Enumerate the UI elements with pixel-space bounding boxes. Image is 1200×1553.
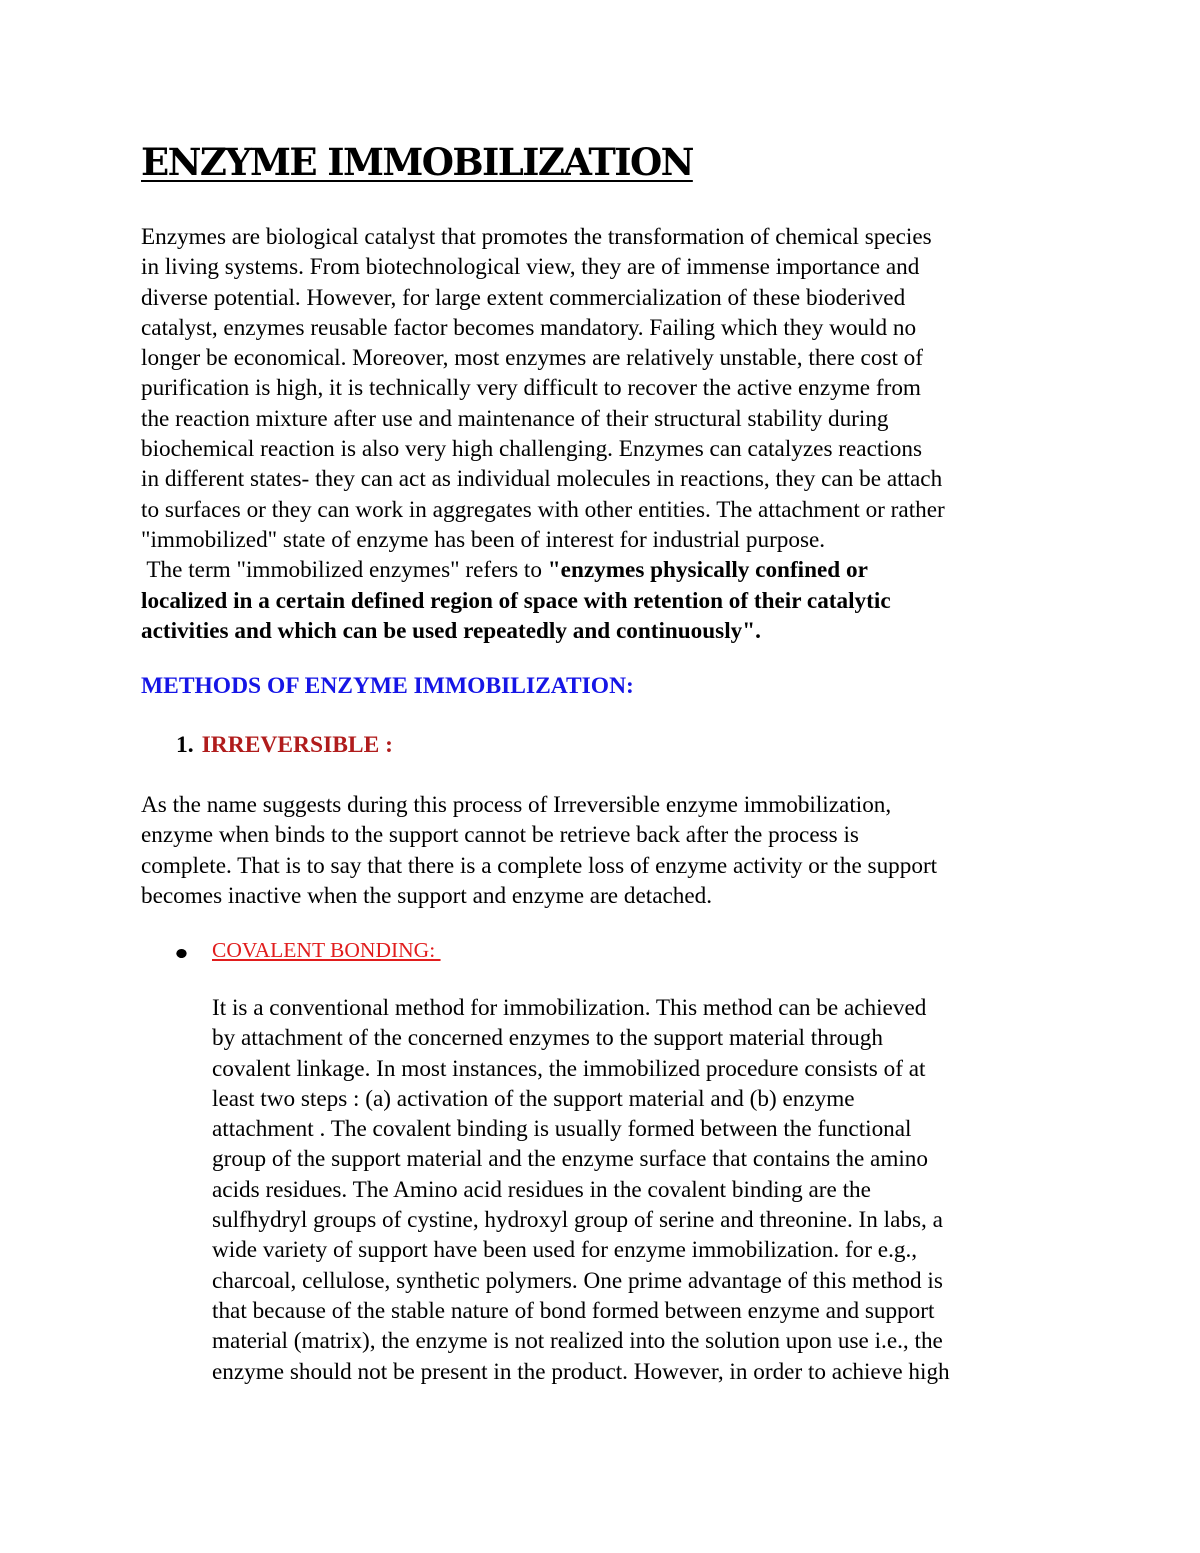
text-line: catalyst, enzymes reusable factor becomes mandatory. Failing which they would no xyxy=(141,314,917,341)
definition-line xyxy=(141,555,1071,585)
text-line: to surfaces or they can work in aggregates with other entities. The attachment or rather xyxy=(141,496,945,523)
definition-quote-end: activities and which can be used repeatedly and continuously". xyxy=(141,617,761,644)
covalent-bonding-heading: COVALENT BONDING: xyxy=(212,938,441,962)
text-line: attachment . The covalent binding is usually formed between the functional xyxy=(212,1116,912,1143)
bullet-icon xyxy=(175,948,188,960)
text-line: becomes inactive when the support and enzyme are detached. xyxy=(141,882,713,909)
text-line: covalent linkage. In most instances, the immobilized procedure consists of at xyxy=(212,1055,926,1082)
text-line: acids residues. The Amino acid residues in the covalent binding are the xyxy=(212,1176,871,1203)
definition-line xyxy=(141,586,1071,616)
text-line: material (matrix), the enzyme is not realized into the solution upon use i.e., the xyxy=(212,1328,943,1355)
text-line: purification is high, it is technically very difficult to recover the active enzyme from xyxy=(141,375,921,402)
text-line: longer be economical. Moreover, most enzymes are relatively unstable, there cost of xyxy=(141,345,924,372)
methods-heading: METHODS OF ENZYME IMMOBILIZATION: xyxy=(141,673,634,699)
text-line: biochemical reaction is also very high challenging. Enzymes can catalyzes reactions xyxy=(141,436,922,463)
text-line: complete. That is to say that there is a complete loss of enzyme activity or the support xyxy=(141,852,938,879)
covalent-paragraph xyxy=(212,993,1072,1387)
section-label: IRREVERSIBLE : xyxy=(201,732,393,758)
text-line: the reaction mixture after use and maintenance of their structural stability during xyxy=(141,405,889,432)
text-line: group of the support material and the enzyme surface that contains the amino xyxy=(212,1146,928,1173)
text-line: by attachment of the concerned enzymes to the support material through xyxy=(212,1025,883,1052)
section-number: 1. xyxy=(176,732,194,758)
definition-quote: localized in a certain defined region of space with retention of their catalytic xyxy=(141,587,891,614)
text-line: charcoal, cellulose, synthetic polymers. One prime advantage of this method is xyxy=(212,1267,943,1294)
definition-line xyxy=(141,616,1071,646)
text-line: wide variety of support have been used for enzyme immobilization. for e.g., xyxy=(212,1237,918,1264)
text-line: enzyme when binds to the support cannot be retrieve back after the process is xyxy=(141,822,859,849)
text-line: It is a conventional method for immobilization. This method can be achieved xyxy=(212,995,927,1021)
page-title: ENZYME IMMOBILIZATION xyxy=(141,140,693,184)
text-line: sulfhydryl groups of cystine, hydroxyl group of serine and threonine. In labs, a xyxy=(212,1207,943,1234)
intro-paragraph xyxy=(141,222,1071,646)
irreversible-paragraph xyxy=(141,790,1071,911)
text-line: "immobilized" state of enzyme has been of interest for industrial purpose. xyxy=(141,526,826,553)
definition-lead: The term "immobilized enzymes" refers to xyxy=(141,557,548,584)
text-line: enzyme should not be present in the product. However, in order to achieve high xyxy=(212,1358,950,1385)
text-line: that because of the stable nature of bond formed between enzyme and support xyxy=(212,1297,935,1324)
definition-quote-start: "enzymes physically confined or xyxy=(547,557,868,584)
text-line: in different states- they can act as individual molecules in reactions, they can be attach xyxy=(141,466,943,493)
text-line: least two steps : (a) activation of the support material and (b) enzyme xyxy=(212,1085,855,1112)
text-line: in living systems. From biotechnological view, they are of immense importance and xyxy=(141,254,920,281)
text-line: As the name suggests during this process of Irreversible enzyme immobilization, xyxy=(141,792,892,818)
text-line: Enzymes are biological catalyst that promotes the transformation of chemical species xyxy=(141,224,932,250)
section-heading-irreversible xyxy=(176,732,393,759)
text-line: diverse potential. However, for large extent commercialization of these bioderived xyxy=(141,284,906,311)
